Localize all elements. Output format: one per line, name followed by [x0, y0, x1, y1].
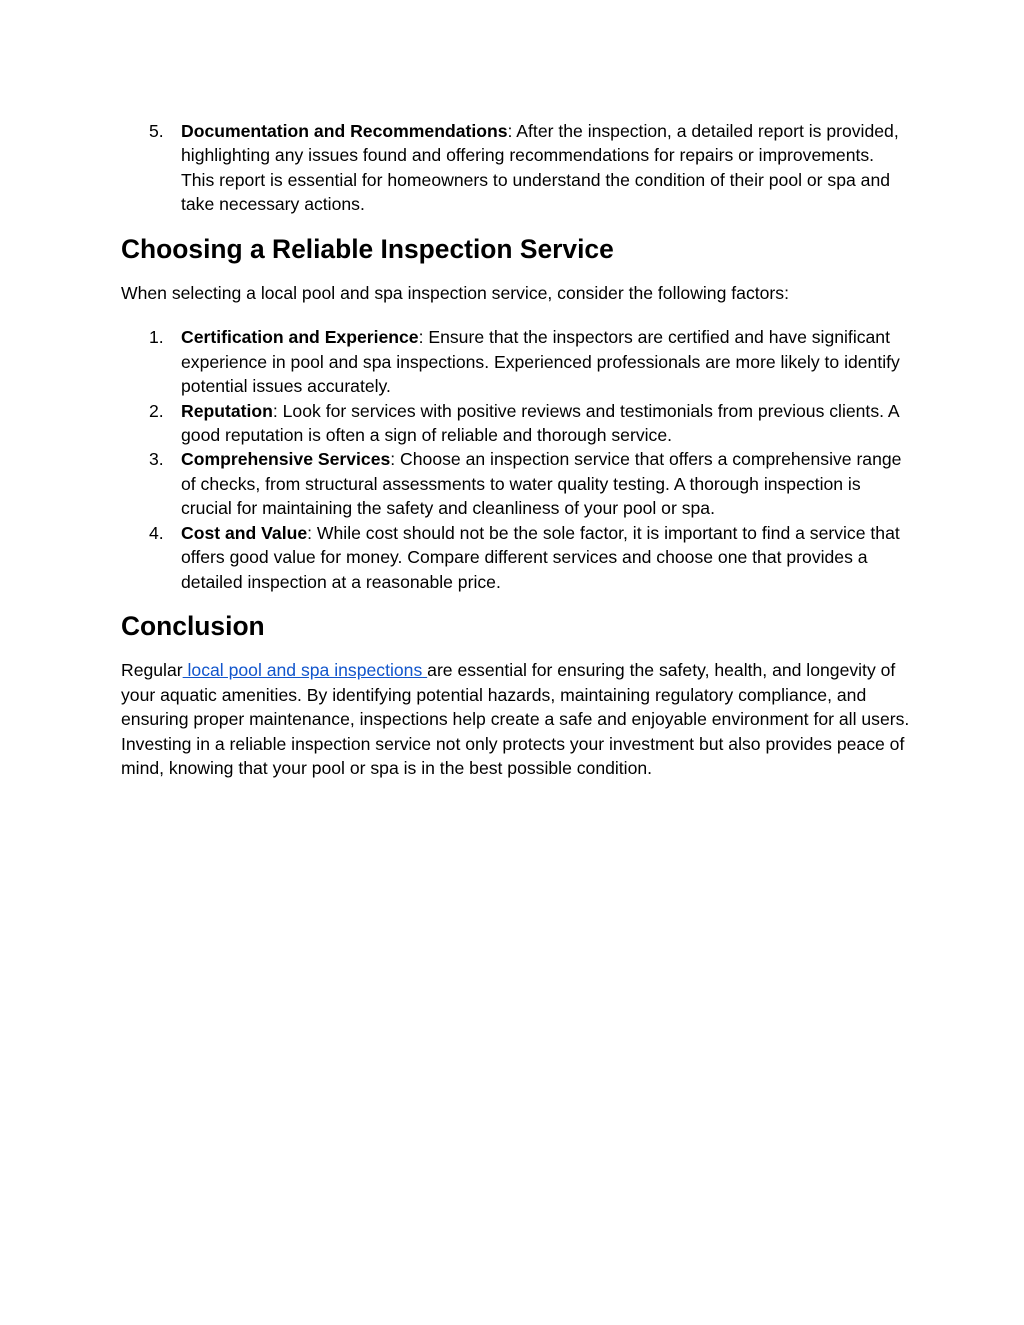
list-item — [121, 399, 911, 448]
list-item-term: Comprehensive Services — [181, 449, 391, 470]
list-item-number: 3. — [149, 449, 164, 470]
list-item-term: Cost and Value — [181, 522, 308, 543]
section-heading-choosing: Choosing a Reliable Inspection Service — [121, 233, 614, 264]
numbered-list-documentation — [121, 119, 911, 217]
list-item — [121, 521, 911, 594]
list-item — [121, 325, 911, 398]
list-item-number: 2. — [149, 400, 164, 421]
list-item-text: : Ensure that the inspectors are certified and have significant experience in pool and spa inspections. Experienced professionals are more likely to identify potential issues accurately. — [181, 327, 900, 397]
list-item-term: Documentation and Recommendations — [181, 121, 508, 141]
list-item — [121, 447, 911, 520]
list-item-number: 1. — [149, 327, 164, 348]
conclusion-text-start: Regular — [121, 660, 183, 681]
document-page — [121, 119, 911, 780]
section-intro: When selecting a local pool and spa inspection service, consider the following factors: — [121, 283, 789, 304]
inspections-link[interactable]: local pool and spa inspections — [182, 660, 428, 681]
list-item-text: : After the inspection, a detailed report is provided, highlighting any issues found and offering recommendations for repairs or improvements. This report is essential for homeowners to understand the condition of their pool or spa and take necessary actions. — [181, 121, 899, 215]
list-item-text: : Choose an inspection service that offers a comprehensive range of checks, from structural assessments to water quality testing. A thorough inspection is crucial for maintaining the safety and cleanliness of your pool or spa. — [181, 449, 902, 519]
conclusion-paragraph — [121, 658, 911, 780]
list-item-term: Reputation — [181, 400, 273, 421]
list-item-number: 4. — [149, 522, 164, 543]
list-item-number: 5. — [149, 121, 164, 141]
section-heading-conclusion: Conclusion — [121, 610, 265, 641]
list-item-term: Certification and Experience — [181, 327, 419, 348]
list-item — [121, 119, 911, 217]
conclusion-text-rest: are essential for ensuring the safety, health, and longevity of your aquatic amenities. By identifying potential hazards, maintaining regulatory compliance, and ensuring proper maintenance, inspections help create a safe and enjoyable environment for all users. Investing in a reliable inspection service not only protects your investment but also provides peace of mind, knowing that your pool or spa is in the best possible condition. — [121, 660, 910, 778]
list-item-text: : Look for services with positive reviews and testimonials from previous clients. A good reputation is often a sign of reliable and thorough service. — [181, 400, 899, 446]
numbered-list-factors — [121, 325, 911, 593]
list-item-text: : While cost should not be the sole factor, it is important to find a service that offers good value for money. Compare different services and choose one that provides a detailed inspection at a reasonable price. — [181, 522, 900, 592]
